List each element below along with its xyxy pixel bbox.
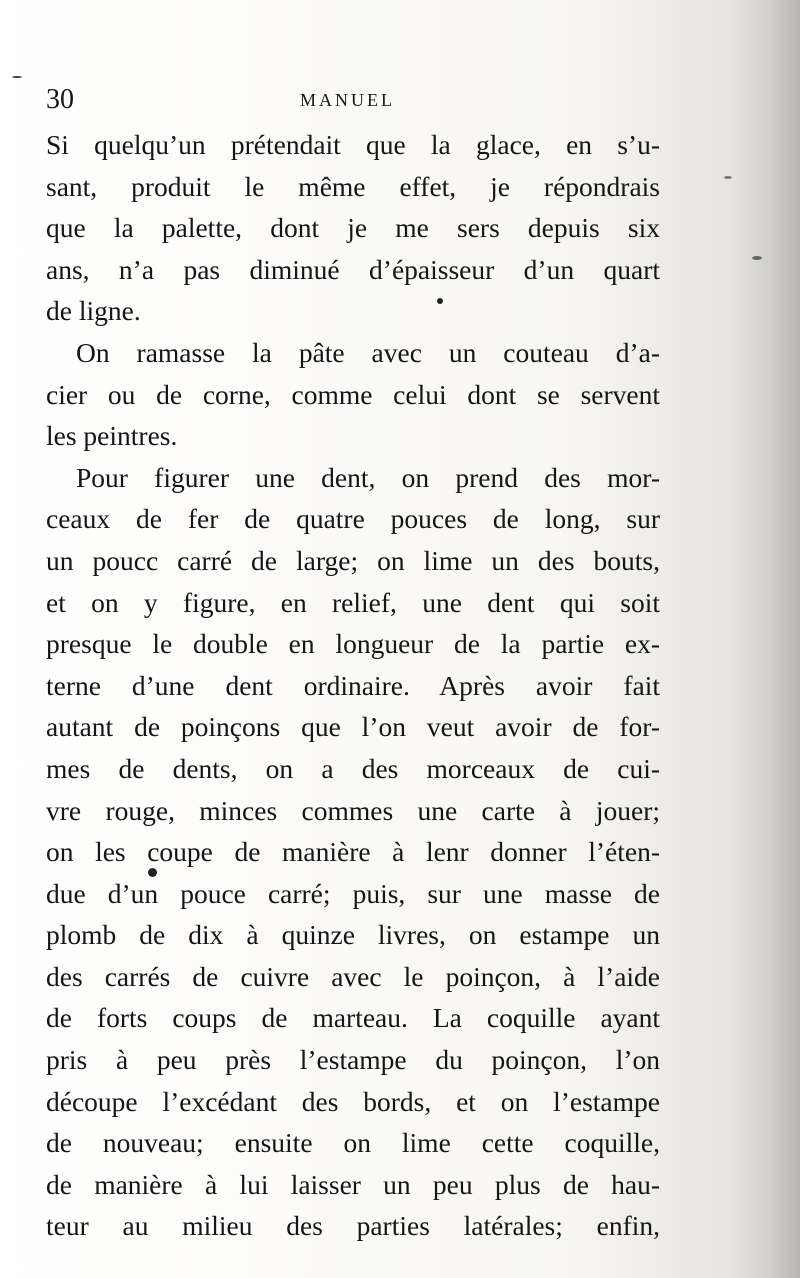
page-number: 30 (46, 84, 74, 115)
text-line: teur au milieu des parties latérales; enfin, (46, 1210, 660, 1242)
ink-speck (12, 76, 22, 78)
text-line: de ligne. (46, 295, 141, 327)
text-line: plomb de dix à quinze livres, on estampe un (46, 919, 660, 951)
text-line: on les coupe de manière à lenr donner l’éten- (46, 836, 660, 868)
running-head: MANUEL (300, 90, 395, 110)
text-line: et on y figure, en relief, une dent qui soit (46, 586, 660, 618)
text-line: sant, produit le même effet, je répondrais (46, 170, 660, 202)
text-line: les peintres. (46, 420, 178, 452)
text-line: que la palette, dont je me sers depuis six (46, 212, 660, 244)
text-line: découpe l’excédant des bords, et on l’estampe (46, 1085, 660, 1117)
text-line: un poucc carré de large; on lime un des bouts, (46, 544, 660, 576)
text-line: de nouveau; ensuite on lime cette coquille, (46, 1127, 660, 1159)
text-line: vre rouge, minces commes une carte à jouer; (46, 794, 660, 826)
ink-speck (148, 868, 157, 877)
text-line: cier ou de corne, comme celui dont se servent (46, 378, 660, 410)
text-line: des carrés de cuivre avec le poinçon, à l’aide (46, 960, 660, 992)
text-line: autant de poinçons que l’on veut avoir de for- (46, 711, 660, 743)
text-line: ceaux de fer de quatre pouces de long, sur (46, 503, 660, 535)
ink-speck (752, 256, 762, 260)
text-line: Si quelqu’un prétendait que la glace, en s’u- (46, 129, 660, 160)
text-line: terne d’une dent ordinaire. Après avoir fait (46, 669, 660, 701)
text-line: pris à peu près l’estampe du poinçon, l’on (46, 1044, 660, 1076)
page-gutter-shadow (730, 0, 800, 1278)
text-line: de forts coups de marteau. La coquille ayant (46, 1002, 660, 1034)
page-header (46, 80, 656, 120)
ink-speck (437, 298, 443, 304)
body-text (46, 124, 660, 1247)
text-line: On ramasse la pâte avec un couteau d’a- (76, 336, 660, 368)
ink-speck (724, 176, 732, 179)
text-line: ans, n’a pas diminué d’épaisseur d’un quart (46, 253, 660, 285)
text-line: mes de dents, on a des morceaux de cui- (46, 752, 660, 784)
text-line: Pour figurer une dent, on prend des mor- (76, 461, 660, 493)
text-line: presque le double en longueur de la partie ex- (46, 628, 660, 660)
text-line: due d’un pouce carré; puis, sur une masse de (46, 877, 660, 909)
text-line: de manière à lui laisser un peu plus de hau- (46, 1168, 660, 1200)
